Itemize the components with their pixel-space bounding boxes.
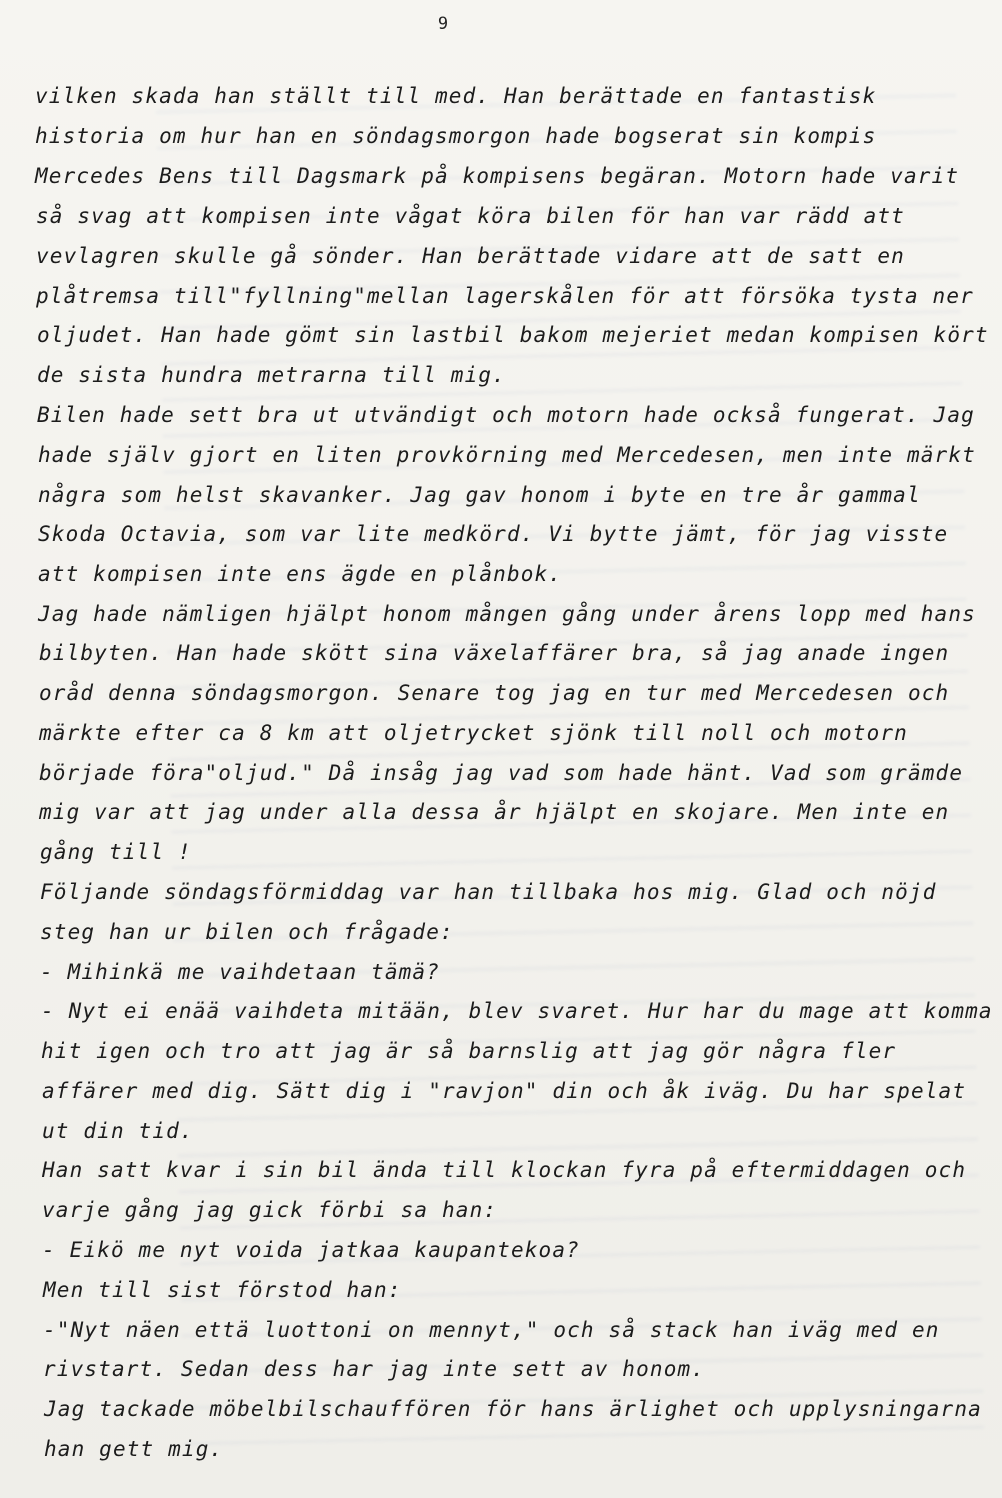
text-line: gång till ! (40, 840, 192, 864)
text-line: Men till sist förstod han: (43, 1278, 402, 1302)
text-line: några som helst skavanker. Jag gav honom i byte en tre år gammal (38, 483, 921, 507)
text-line: varje gång jag gick förbi sa han: (42, 1198, 498, 1222)
text-line: så svag att kompisen inte vågat köra bilen för han var rädd att (36, 204, 905, 228)
text-line: - Nyt ei enää vaihdeta mitään, blev svaret. Hur har du mage att komma (41, 999, 993, 1023)
text-line: steg han ur bilen och frågade: (40, 920, 454, 944)
text-line: historia om hur han en söndagsmorgon hade bogserat sin kompis (35, 124, 877, 148)
text-line: Jag hade nämligen hjälpt honom mången gång under årens lopp med hans (38, 602, 976, 626)
text-line: -"Nyt näen että luottoni on mennyt," och så stack han iväg med en (43, 1318, 940, 1342)
text-line: ut din tid. (42, 1119, 194, 1143)
text-line: oljudet. Han hade gömt sin lastbil bakom mejeriet medan kompisen kört (37, 323, 989, 347)
text-line: bilbyten. Han hade skött sina växelaffärer bra, så jag anade ingen (39, 641, 950, 665)
text-line: hade själv gjort en liten provkörning med Mercedesen, men inte märkt (38, 443, 976, 467)
text-line: oråd denna söndagsmorgon. Senare tog jag en tur med Mercedesen och (39, 681, 950, 705)
text-line: Följande söndagsförmiddag var han tillbaka hos mig. Glad och nöjd (40, 880, 937, 904)
text-line: han gett mig. (44, 1437, 224, 1461)
text-line: hit igen och tro att jag är så barnslig att jag gör några fler (41, 1039, 897, 1063)
text-line: Jag tackade möbelbilschauffören för hans ärlighet och upplysningarna (44, 1397, 982, 1421)
text-line: - Eikö me nyt voida jatkaa kaupantekoa? (42, 1238, 580, 1262)
text-line: Skoda Octavia, som var lite medkörd. Vi bytte jämt, för jag visste (38, 522, 949, 546)
text-line: vevlagren skulle gå sönder. Han berättade vidare att de satt en (36, 244, 905, 268)
text-line: Bilen hade sett bra ut utvändigt och motorn hade också fungerat. Jag (37, 403, 975, 427)
text-line: plåtremsa till"fyllning"mellan lagerskålen för att försöka tysta ner (36, 284, 974, 308)
text-line: att kompisen inte ens ägde en plånbok. (38, 562, 563, 586)
text-line: de sista hundra metrarna till mig. (37, 363, 506, 387)
text-line: vilken skada han ställt till med. Han berättade en fantastisk (35, 84, 877, 108)
text-line: affärer med dig. Sätt dig i "ravjon" din och åk iväg. Du har spelat (42, 1079, 967, 1103)
text-line: - Mihinkä me vaihdetaan tämä? (40, 960, 440, 984)
text-line: mig var att jag under alla dessa år hjälpt en skojare. Men inte en (39, 800, 950, 824)
text-line: Mercedes Bens till Dagsmark på kompisens begäran. Motorn hade varit (35, 164, 960, 188)
text-line: Han satt kvar i sin bil ända till klockan fyra på eftermiddagen och (42, 1158, 967, 1182)
text-line: började föra"oljud." Då insåg jag vad som hade hänt. Vad som grämde (39, 761, 964, 785)
text-line: märkte efter ca 8 km att oljetrycket sjönk till noll och motorn (39, 721, 908, 745)
text-line: rivstart. Sedan dess har jag inte sett av honom. (43, 1357, 706, 1381)
page-number: 9 (437, 14, 449, 34)
